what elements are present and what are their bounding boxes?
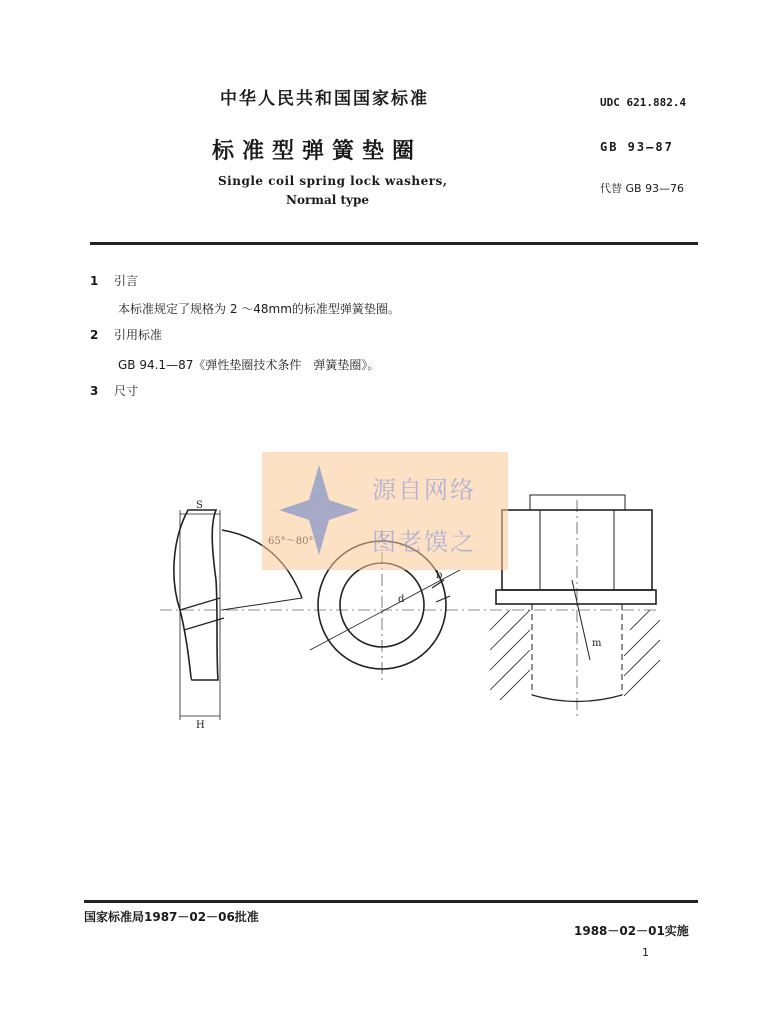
dim-label-b: b	[436, 570, 443, 581]
document-title-en-line2: Normal type	[286, 193, 370, 207]
section-number: 2	[90, 328, 99, 342]
section-number: 1	[90, 274, 99, 288]
replaces-standard: 代替 GB 93—76	[600, 182, 685, 195]
section-2-body: GB 94.1—87《弹性垫圈技术条件 弹簧垫圈》。	[118, 358, 380, 372]
document-title-en-line1: Single coil spring lock washers,	[218, 174, 448, 188]
section-1-heading	[90, 272, 138, 289]
section-2-heading	[90, 326, 162, 343]
approval-date: 国家标准局1987－02－06批准	[84, 910, 259, 924]
dim-label-h: H	[196, 720, 205, 731]
header-divider	[90, 242, 698, 245]
dim-label-d: d	[398, 594, 405, 605]
dim-label-m: m	[592, 638, 602, 649]
watermark-text-line1: 源自网络	[372, 476, 476, 504]
udc-code: UDC 621.882.4	[600, 96, 687, 109]
section-number: 3	[90, 384, 99, 398]
washer-side-view	[174, 510, 218, 680]
section-title: 引言	[114, 274, 139, 288]
document-title-cn: 标准型弹簧垫圈	[212, 139, 423, 164]
dim-label-s: S	[196, 500, 203, 511]
watermark-text-line2: 图老馍之	[372, 528, 476, 556]
section-1-body: 本标准规定了规格为 2 ～48mm的标准型弹簧垫圈。	[118, 302, 400, 316]
section-title: 引用标准	[114, 328, 163, 342]
section-3-heading	[90, 382, 138, 399]
standard-title-cn: 中华人民共和国国家标准	[220, 89, 429, 109]
page-number: 1	[642, 946, 649, 959]
implementation-date: 1988－02－01实施	[574, 924, 689, 938]
footer-divider	[84, 900, 698, 903]
gb-number: GB 93—87	[600, 140, 674, 154]
section-title: 尺寸	[114, 384, 139, 398]
watermark-star-icon	[276, 460, 362, 560]
